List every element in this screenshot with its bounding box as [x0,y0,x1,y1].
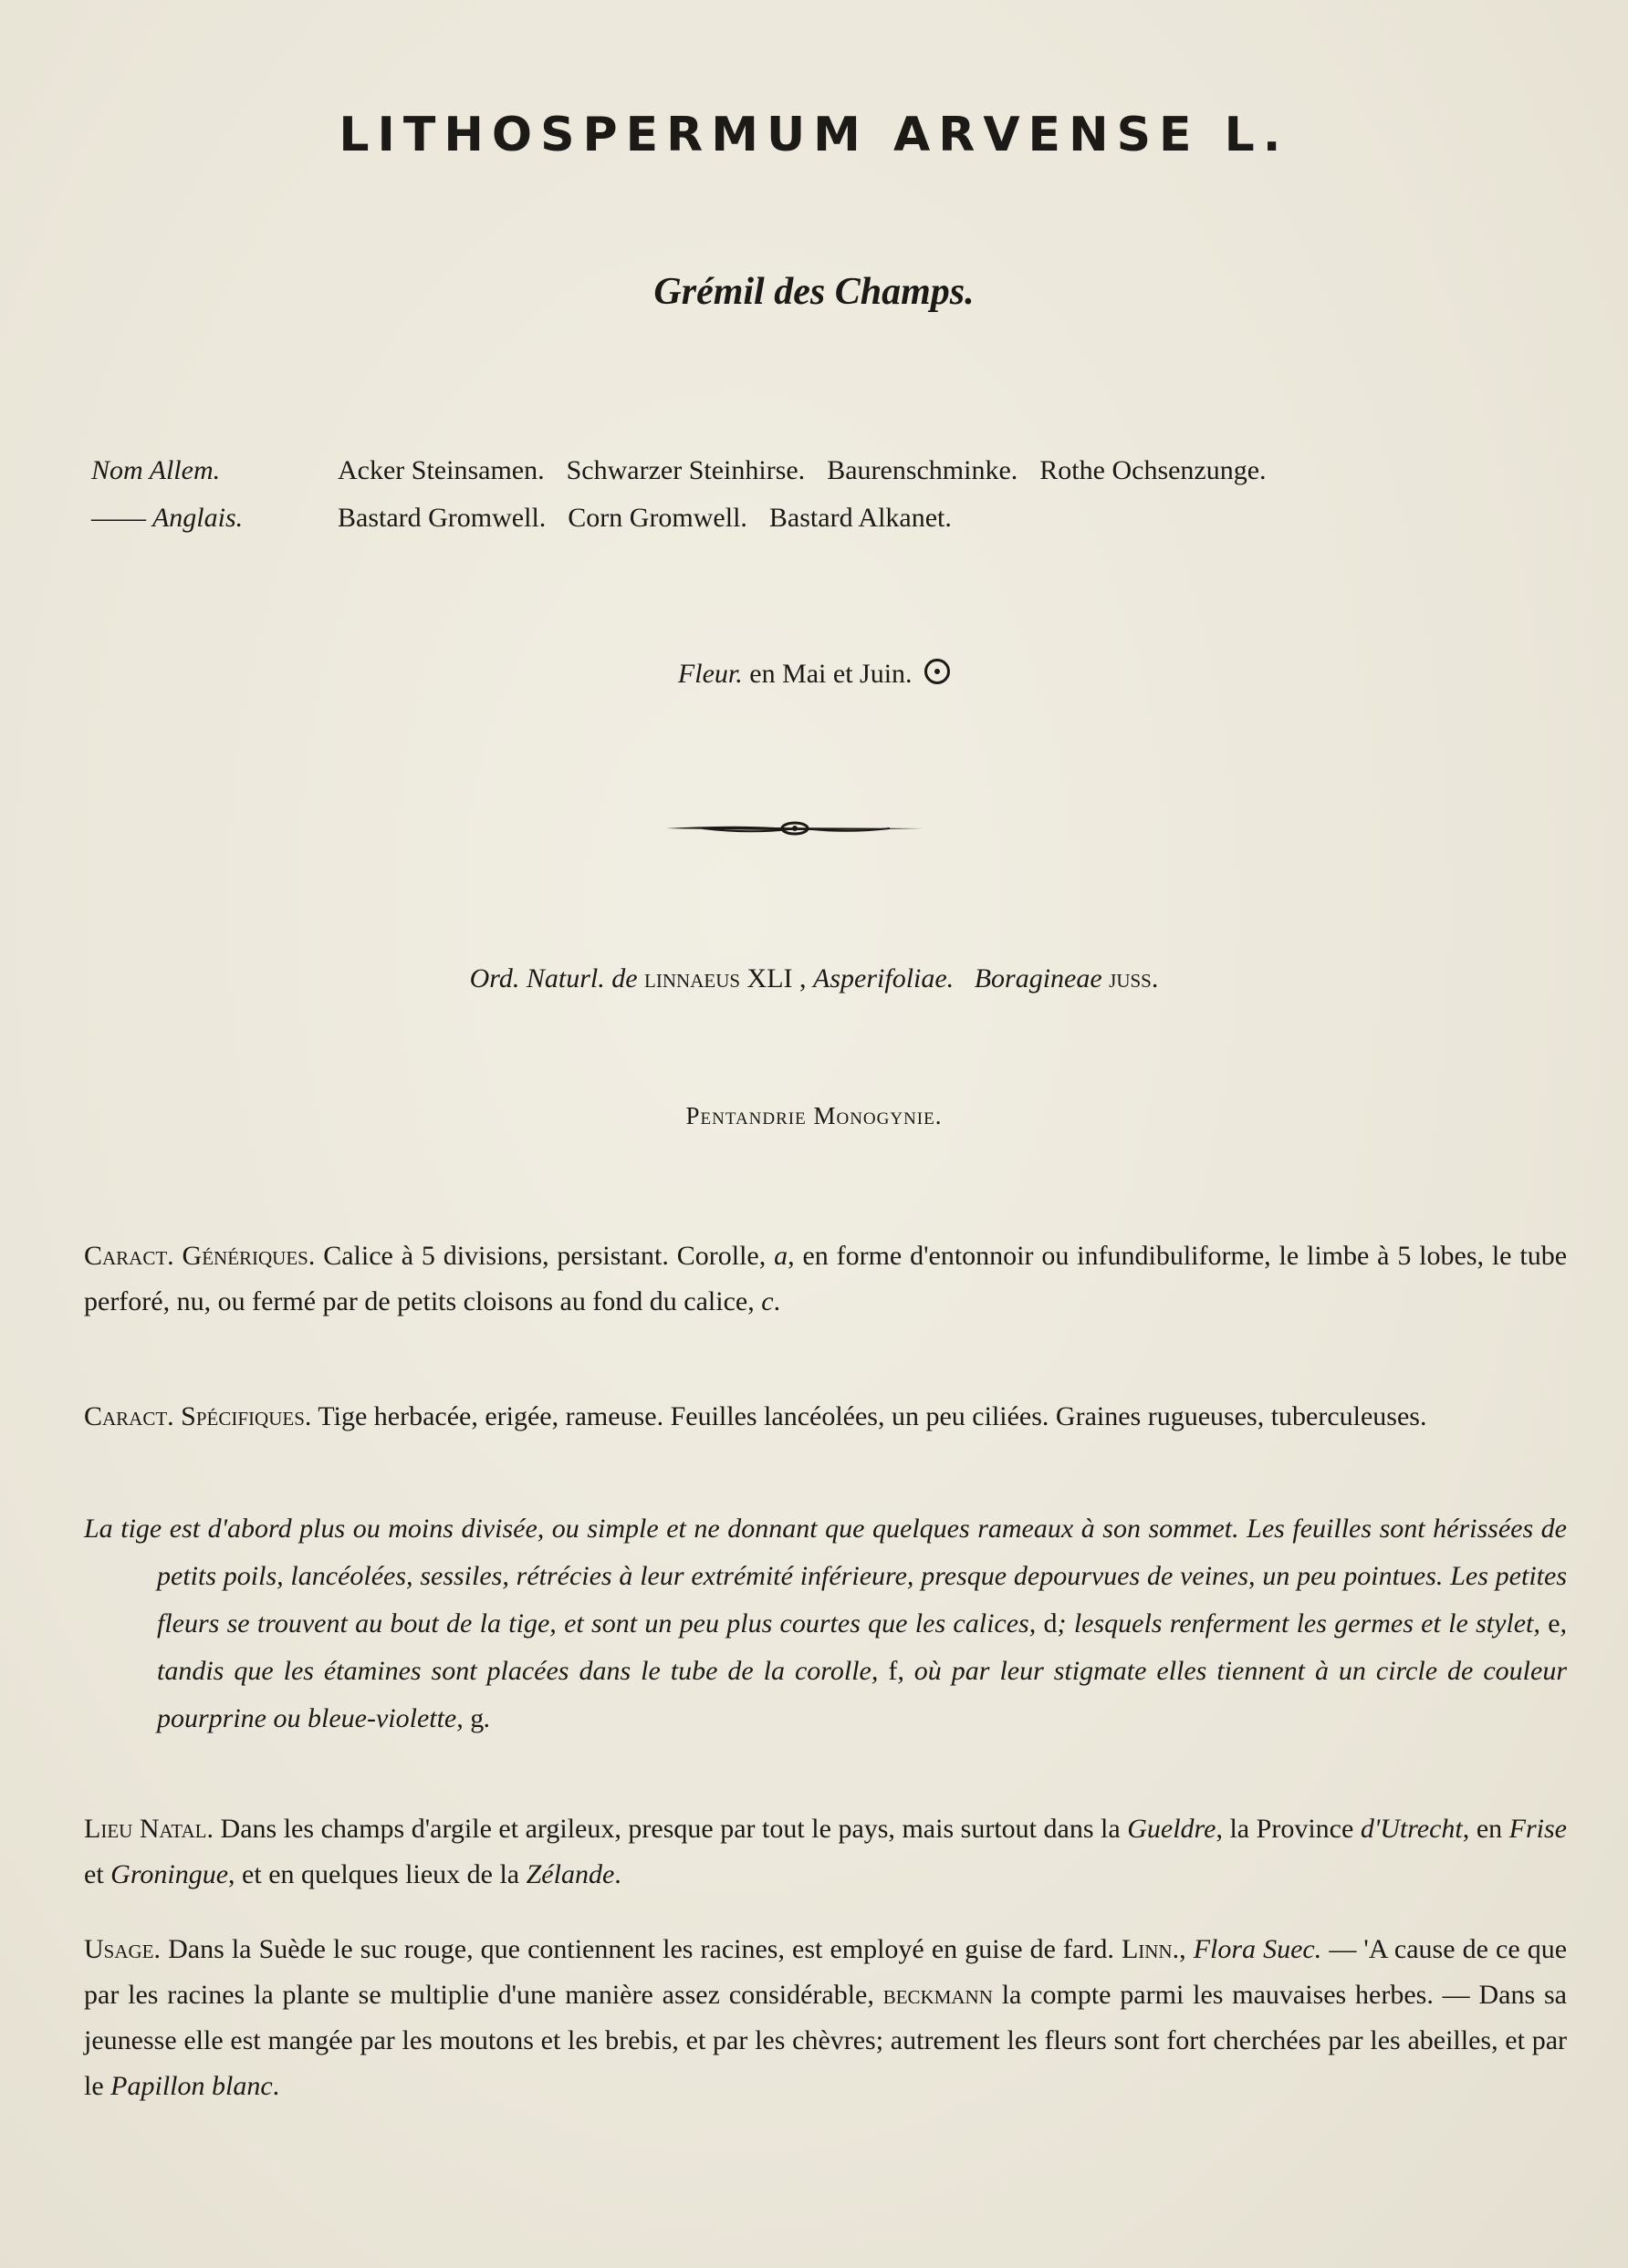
habitat [84,1806,1567,1898]
place-name: Groningue [110,1859,229,1889]
usage-text: . [272,2071,280,2101]
description-text: ; lesquels renferment les germes et le stylet, [1057,1608,1540,1639]
english-name: Bastard Alkanet. [768,503,952,533]
german-name: Rothe Ochsenzunge. [1039,455,1267,485]
figure-letter: d [1043,1608,1058,1639]
annual-plant-symbol-icon [924,659,950,684]
figure-letter: f [888,1656,898,1686]
english-names-row [91,494,1289,542]
order-family-1: Asperifoliae. [813,963,955,994]
natural-order [0,963,1628,994]
flowering-label: Fleur. [677,659,743,689]
usage [84,1927,1567,2109]
german-name: Baurenschminke. [827,455,1018,485]
author-name: beckmann [882,1980,993,2010]
english-name: Bastard Gromwell. [338,503,547,533]
order-family-2: Boragineae [974,963,1102,994]
english-label-text: Anglais. [151,503,244,533]
english-label-dash: —— [91,503,146,533]
english-name: Corn Gromwell. [568,503,747,533]
habitat-text: . [614,1859,621,1889]
place-name: Frise [1508,1814,1567,1844]
classification: Pentandrie Monogynie. [685,1102,943,1129]
usage-label: Usage. [84,1934,162,1964]
reference-work: Flora Suec. [1193,1934,1322,1964]
specific-label: Caract. Spécifiques. [84,1401,312,1431]
german-name: Schwarzer Steinhirse. [566,455,806,485]
flowering-text: en Mai et Juin. [749,659,913,689]
place-name: Gueldre [1127,1814,1216,1844]
specific-text: Tige herbacée, erigée, rameuse. Feuilles lancéolées, un peu ciliées. Graines rugueuses, tuberculeuses. [318,1401,1427,1431]
generic-characters [84,1233,1567,1325]
figure-letter: a [774,1241,788,1271]
habitat-text: , et en quelques lieux de la [228,1859,520,1889]
habitat-label: Lieu Natal. [84,1814,214,1844]
figure-letter: e [1548,1608,1560,1639]
description-text: , où par leur stigmate elles tiennent à un circle de couleur pourprine ou bleue-violette, [157,1656,1567,1733]
generic-label: Caract. Génériques. [84,1241,316,1271]
place-name: d'Utrecht [1360,1814,1463,1844]
common-names [91,447,1289,542]
description-text: La tige est d'abord plus ou moins divisée, ou simple et ne donnant que quelques rameaux à son sommet. Les feuilles sont hérissées de petits poils, lancéolées, sessiles, rétrécies à leur extrémité inférieure, presque depourvues de veines, un peu pointues. Les petites fleurs se trouvent au bout de la tige, et sont un peu plus courtes que les calices, [84,1514,1567,1639]
habitat-text: Dans les champs d'argile et argileux, presque par tout le pays, mais surtout dans la [220,1814,1121,1844]
german-names-row [91,447,1289,494]
butterfly-name: Papillon blanc [110,2071,273,2101]
usage-text: la compte parmi les mauvaises herbes. — Dans sa jeunesse elle est mangée par les moutons et les brebis, et par les chèvres; autrement les fleurs sont fort cherchées par les abeilles, et par le [84,1980,1567,2101]
generic-text: . [773,1286,781,1316]
habitat-text: , en [1462,1814,1503,1844]
habitat-text: , la Province [1216,1814,1354,1844]
ornament-divider-icon [666,817,924,839]
german-label: Nom Allem. [91,455,221,485]
habitat-text: et [84,1859,104,1889]
figure-letter: g [470,1703,485,1733]
generic-text: , en forme d'entonnoir ou infundibuliforme, le limbe à 5 lobes, le tube perforé, nu, ou fermé par de petits cloisons au fond du calice, [84,1241,1568,1316]
usage-text: — 'A cause de ce que par les racines la plante se multiplie d'une manière assez considérable, [84,1934,1568,2010]
english-label [91,494,338,542]
description [84,1505,1567,1743]
order-number: XLI , [746,963,807,994]
order-author: linnaeus [644,963,741,994]
specific-characters [84,1394,1567,1440]
generic-text: Calice à 5 divisions, persistant. Corolle, [323,1241,767,1271]
page-subtitle: Grémil des Champs. [653,271,975,313]
page-title: LITHOSPERMUM ARVENSE L. [339,108,1289,162]
flowering-time [0,659,1628,690]
order-prefix: Ord. Naturl. de [469,963,638,994]
figure-letter: c [761,1286,774,1316]
order-author-2: juss. [1109,963,1159,994]
place-name: Zélande [526,1859,615,1889]
description-text: , tandis que les étamines sont placées dans le tube de la corolle, [157,1608,1568,1686]
description-text: . [484,1703,491,1733]
reference-author: Linn., [1121,1934,1186,1964]
usage-text: Dans la Suède le suc rouge, que contiennent les racines, est employé en guise de fard. [168,1934,1114,1964]
german-name: Acker Steinsamen. [338,455,545,485]
